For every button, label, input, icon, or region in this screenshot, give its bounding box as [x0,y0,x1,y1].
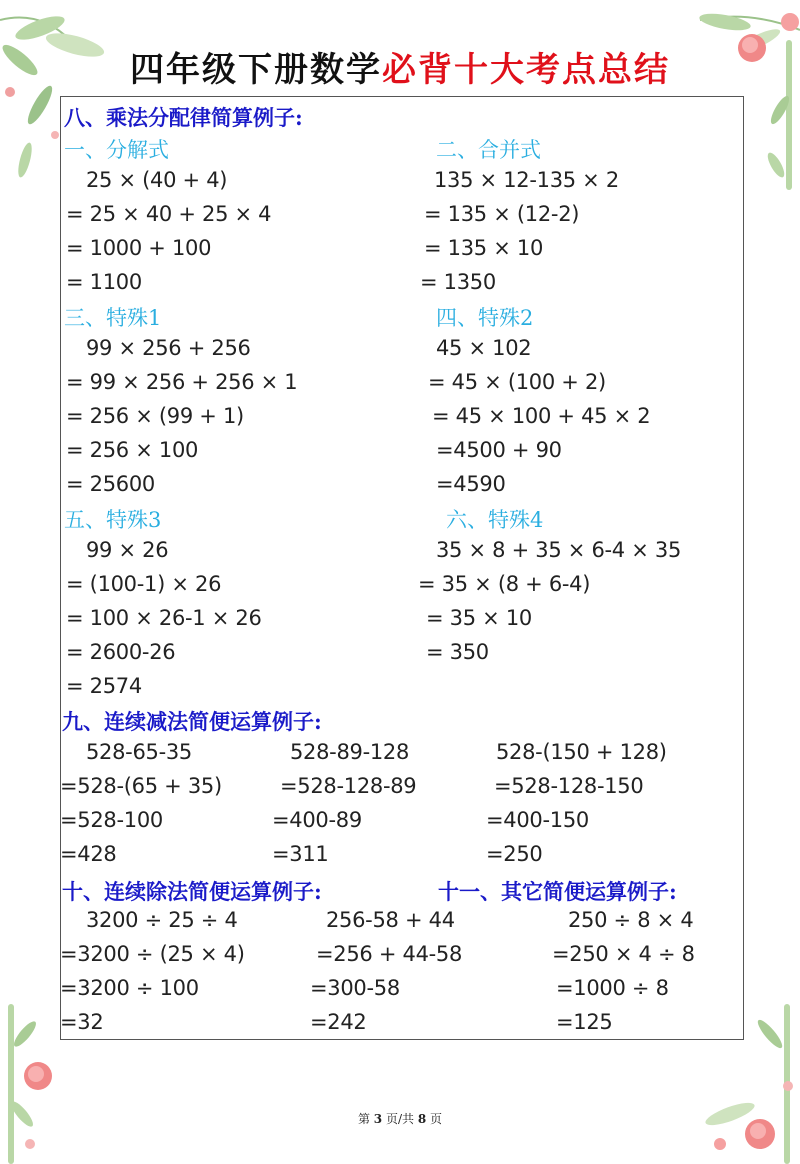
equation-line: =3200 ÷ 100 [60,976,199,1000]
equation-line: = 2600-26 [66,640,176,664]
section-10-heading: 十、连续除法简便运算例子: [62,879,322,904]
equation-line: = (100-1) × 26 [66,572,222,596]
equation-line: =528-100 [60,808,163,832]
equation-line: 528-89-128 [290,740,410,764]
equation-line: =250 [486,842,543,866]
footer-current-page: 3 [373,1112,383,1126]
equation-line: 250 ÷ 8 × 4 [568,908,694,932]
equation-line: =428 [60,842,117,866]
equation-line: =4590 [436,472,506,496]
equation-line: 135 × 12-135 × 2 [434,168,619,192]
equation-line: = 100 × 26-1 × 26 [66,606,262,630]
equation-line: = 45 × (100 + 2) [428,370,606,394]
equation-line: = 35 × (8 + 6-4) [418,572,591,596]
equation-line: =400-89 [272,808,362,832]
equation-line: = 25600 [66,472,155,496]
footer-total-pages: 8 [417,1112,427,1126]
equation-line: 99 × 26 [86,538,169,562]
equation-line: =256 + 44-58 [316,942,463,966]
block-label-special-4: 六、特殊4 [446,508,544,532]
section-11-heading: 十一、其它简便运算例子: [438,879,677,904]
equation-line: =311 [272,842,329,866]
equation-line: = 99 × 256 + 256 × 1 [66,370,298,394]
page-title [0,42,800,92]
block-label-combine: 二、合并式 [436,138,541,162]
title-part-red: 必背十大考点总结 [382,50,670,90]
equation-line: 45 × 102 [436,336,532,360]
equation-line: = 45 × 100 + 45 × 2 [432,404,651,428]
equation-line: =1000 ÷ 8 [556,976,669,1000]
equation-line: 99 × 256 + 256 [86,336,251,360]
equation-line: =528-128-89 [280,774,417,798]
footer-prefix: 第 [357,1112,374,1126]
equation-line: =528-(65 + 35) [60,774,222,798]
equation-line: = 135 × (12-2) [424,202,580,226]
equation-line: =250 × 4 ÷ 8 [552,942,695,966]
equation-line: 25 × (40 + 4) [86,168,228,192]
block-label-special-1: 三、特殊1 [64,306,162,330]
equation-line: 528-65-35 [86,740,192,764]
equation-line: = 35 × 10 [426,606,532,630]
equation-line: =242 [310,1010,367,1034]
equation-line: 3200 ÷ 25 ÷ 4 [86,908,238,932]
equation-line: =125 [556,1010,613,1034]
equation-line: = 25 × 40 + 25 × 4 [66,202,272,226]
footer-middle: 页/共 [382,1112,418,1126]
equation-line: = 256 × 100 [66,438,199,462]
equation-line: =32 [60,1010,104,1034]
footer-suffix: 页 [426,1112,443,1126]
block-label-special-2: 四、特殊2 [436,306,534,330]
page-number-footer [0,1110,800,1127]
equation-line: =4500 + 90 [436,438,562,462]
equation-line: =528-128-150 [494,774,644,798]
title-part-black: 四年级下册数学 [130,50,382,90]
equation-line: = 2574 [66,674,142,698]
block-label-decompose: 一、分解式 [64,138,169,162]
equation-line: =400-150 [486,808,589,832]
equation-line: =3200 ÷ (25 × 4) [60,942,245,966]
section-8-heading: 八、乘法分配律简算例子: [64,105,303,130]
equation-line: = 1000 + 100 [66,236,212,260]
equation-line: 528-(150 + 128) [496,740,667,764]
block-label-special-3: 五、特殊3 [64,508,162,532]
equation-line: 35 × 8 + 35 × 6-4 × 35 [436,538,682,562]
equation-line: 256-58 + 44 [326,908,455,932]
equation-line: = 1350 [420,270,496,294]
section-9-heading: 九、连续减法简便运算例子: [62,709,322,734]
equation-line: = 135 × 10 [424,236,544,260]
equation-line: = 350 [426,640,489,664]
equation-line: =300-58 [310,976,400,1000]
equation-line: = 1100 [66,270,142,294]
equation-line: = 256 × (99 + 1) [66,404,244,428]
